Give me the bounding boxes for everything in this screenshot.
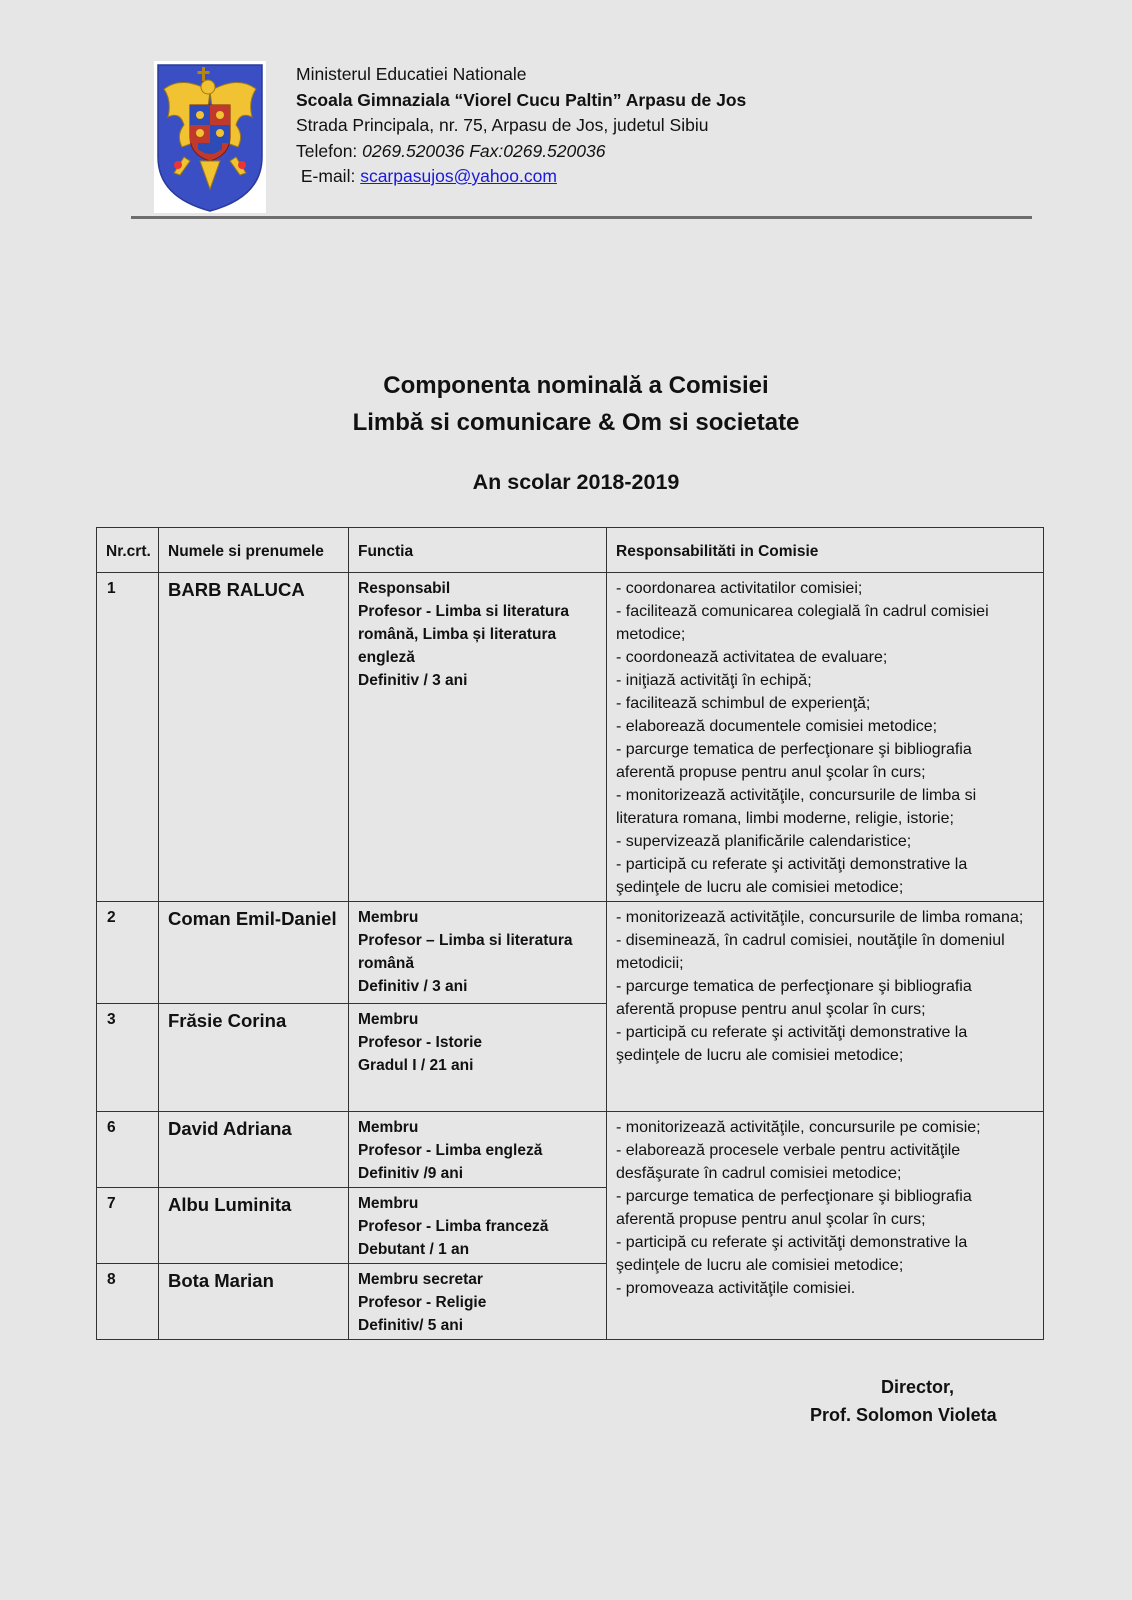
responsibility-item: - facilitează schimbul de experienţă; (616, 695, 871, 712)
row-nr: 8 (97, 1264, 159, 1340)
member-name: Bota Marian (159, 1264, 349, 1340)
responsibility-item: - participă cu referate şi activităţi demonstrative la şedinţele de lucru ale comisiei metodice; (616, 1234, 968, 1274)
function-subject: Profesor - Limba engleză (358, 1142, 543, 1159)
responsibility-item: - parcurge tematica de perfecţionare şi bibliografia aferentă propuse pentru anul şcolar în curs; (616, 741, 972, 781)
header-function: Functia (349, 528, 607, 573)
member-function (349, 1188, 607, 1264)
phone-value: 0269.520036 Fax:0269.520036 (362, 140, 606, 161)
responsibility-item: - facilitează comunicarea colegială în cadrul comisiei metodice; (616, 603, 989, 643)
responsibility-item: - elaborează documentele comisiei metodice; (616, 718, 938, 735)
member-function (349, 573, 607, 902)
responsibilities-cell (607, 902, 1044, 1112)
member-name: Frăsie Corina (159, 1004, 349, 1112)
table-header-row (97, 528, 1044, 573)
phone-line (296, 139, 746, 165)
header-nr: Nr.crt. (97, 528, 159, 573)
row-nr: 2 (97, 902, 159, 1004)
coat-of-arms-icon (154, 61, 266, 213)
function-subject: Profesor - Limba si literatura română, Limba și literatura engleză (358, 603, 570, 666)
header-responsibilities: Responsabilităti in Comisie (607, 528, 1044, 573)
email-line (296, 164, 746, 190)
function-grade: Definitiv / 3 ani (358, 978, 468, 995)
function-role: Membru (358, 909, 419, 926)
responsibility-item: - iniţiază activităţi în echipă; (616, 672, 812, 689)
function-grade: Debutant / 1 an (358, 1241, 470, 1258)
ministry-name: Ministerul Educatiei Nationale (296, 64, 527, 84)
document-title-line2: Limbă si comunicare & Om si societate (352, 409, 800, 436)
responsibility-item: - monitorizează activităţile, concursurile de limba si literatura romana, limbi moderne, religie, istorie; (616, 787, 977, 827)
responsibility-item: - participă cu referate şi activităţi demonstrative la şedinţele de lucru ale comisiei metodice; (616, 856, 968, 896)
responsibility-item: - elaborează procesele verbale pentru activităţile desfăşurate în cadrul comisiei metodice; (616, 1142, 961, 1182)
member-name: Albu Luminita (159, 1188, 349, 1264)
member-name: BARB RALUCA (159, 573, 349, 902)
school-year: An scolar 2018-2019 (472, 470, 680, 494)
school-name: Scoala Gimnaziala “Viorel Cucu Paltin” Arpasu de Jos (296, 89, 747, 110)
responsibilities-cell (607, 1112, 1044, 1340)
table-row (97, 902, 1044, 1004)
function-subject: Profesor - Religie (358, 1294, 487, 1311)
function-subject: Profesor - Limba franceză (358, 1218, 549, 1235)
member-function (349, 902, 607, 1004)
function-grade: Definitiv /9 ani (358, 1165, 464, 1182)
responsibilities-cell (607, 573, 1044, 902)
signature-name: Prof. Solomon Violeta (810, 1405, 997, 1425)
school-header (296, 62, 746, 190)
function-subject: Profesor – Limba si literatura română (358, 932, 573, 972)
header-name: Numele si prenumele (159, 528, 349, 573)
responsibility-item: - monitorizează activităţile, concursurile de limba romana; (616, 909, 1024, 926)
member-function (349, 1004, 607, 1112)
responsibility-item: - coordonează activitatea de evaluare; (616, 649, 888, 666)
function-role: Membru (358, 1119, 419, 1136)
header-divider (131, 216, 1032, 219)
signature-role: Director, (881, 1377, 955, 1397)
table-row (97, 573, 1044, 902)
function-subject: Profesor - Istorie (358, 1034, 483, 1051)
member-function (349, 1112, 607, 1188)
responsibility-item: - participă cu referate şi activităţi demonstrative la şedinţele de lucru ale comisiei metodice; (616, 1024, 968, 1064)
member-name: David Adriana (159, 1112, 349, 1188)
row-nr: 3 (97, 1004, 159, 1112)
table-row (97, 1112, 1044, 1188)
responsibility-item: - diseminează, în cadrul comisiei, noutăţile în domeniul metodicii; (616, 932, 1005, 972)
committee-table (96, 527, 1044, 1340)
function-role: Membru (358, 1011, 419, 1028)
phone-label: Telefon: (296, 140, 358, 161)
responsibility-item: - coordonarea activitatilor comisiei; (616, 580, 863, 597)
function-role: Responsabil (358, 580, 451, 597)
function-grade: Definitiv / 3 ani (358, 672, 468, 689)
row-nr: 1 (97, 573, 159, 902)
function-role: Membru secretar (358, 1271, 483, 1288)
member-function (349, 1264, 607, 1340)
responsibility-item: - promoveaza activităţile comisiei. (616, 1280, 856, 1297)
email-link[interactable]: scarpasujos@yahoo.com (360, 166, 557, 186)
responsibility-item: - parcurge tematica de perfecţionare şi bibliografia aferentă propuse pentru anul şcolar în curs; (616, 978, 972, 1018)
responsibility-item: - parcurge tematica de perfecţionare şi bibliografia aferentă propuse pentru anul şcolar în curs; (616, 1188, 972, 1228)
function-grade: Gradul I / 21 ani (358, 1057, 474, 1074)
function-grade: Definitiv/ 5 ani (358, 1317, 464, 1334)
responsibility-item: - supervizează planificările calendaristice; (616, 833, 912, 850)
email-label: E-mail: (300, 166, 356, 186)
school-address: Strada Principala, nr. 75, Arpasu de Jos, judetul Sibiu (296, 115, 709, 135)
row-nr: 6 (97, 1112, 159, 1188)
function-role: Membru (358, 1195, 419, 1212)
row-nr: 7 (97, 1188, 159, 1264)
responsibility-item: - monitorizează activităţile, concursurile pe comisie; (616, 1119, 981, 1136)
document-title-line1: Componenta nominală a Comisiei (383, 372, 769, 399)
member-name: Coman Emil-Daniel (159, 902, 349, 1004)
